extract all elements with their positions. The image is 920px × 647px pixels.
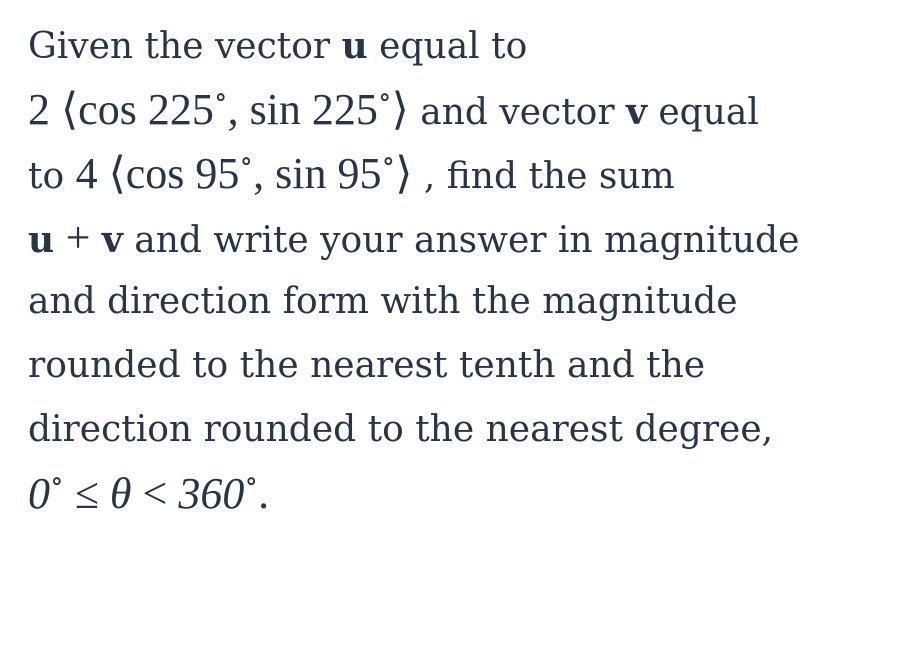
vector-u-expression (28, 82, 409, 134)
text-direction-form: and direction form with the magnitude (28, 281, 738, 322)
left-angle-bracket: ⟨ (108, 149, 126, 198)
vector-v-symbol: v (626, 91, 647, 133)
line-5 (28, 270, 908, 334)
v-angle-sin: 95 (337, 149, 382, 198)
sin-label: sin (249, 85, 301, 134)
lt-symbol: < (142, 469, 168, 518)
line-1 (28, 14, 908, 78)
vector-u-symbol: u (341, 25, 368, 67)
line-2 (28, 78, 908, 142)
line-6 (28, 334, 908, 398)
problem-text (28, 14, 908, 526)
comma: , (227, 85, 239, 134)
right-angle-bracket: ⟩ (395, 149, 413, 198)
text-equal-to: equal to (367, 26, 528, 67)
angle-range-expression (28, 466, 270, 518)
vector-u-symbol: u (28, 219, 55, 261)
line-7 (28, 398, 908, 462)
range-lower-bound: 0 (28, 469, 50, 518)
sin-label: sin (275, 149, 327, 198)
text-rounded-degree: direction rounded to the nearest degree, (28, 409, 774, 450)
degree-symbol: ∘ (50, 466, 64, 497)
period: . (258, 469, 270, 518)
text-write-answer: and write your answer in magnitude (122, 220, 800, 261)
degree-symbol: ∘ (213, 82, 228, 113)
comma: , (253, 149, 265, 198)
u-angle-cos: 225 (147, 85, 214, 134)
u-angle-sin: 225 (311, 85, 378, 134)
plus-sign: + (65, 213, 91, 262)
vector-v-expression (75, 146, 413, 198)
text-find-the-sum: , find the sum (412, 156, 675, 197)
range-upper-bound: 360 (178, 469, 245, 518)
degree-symbol: ∘ (377, 82, 392, 113)
text-rounded-tenth: rounded to the nearest tenth and the (28, 345, 706, 386)
v-angle-cos: 95 (195, 149, 240, 198)
line-8 (28, 462, 908, 526)
vector-v-symbol: v (101, 219, 123, 261)
right-angle-bracket: ⟩ (391, 85, 409, 134)
leq-symbol: ≤ (74, 469, 99, 518)
degree-symbol: ∘ (239, 146, 254, 177)
cos-label: cos (125, 149, 185, 198)
cos-label: cos (78, 85, 137, 134)
left-angle-bracket: ⟨ (61, 85, 79, 134)
text-equal: equal (646, 92, 759, 133)
text-and-vector: and vector (408, 92, 627, 133)
degree-symbol: ∘ (381, 146, 396, 177)
u-coefficient: 2 (28, 85, 50, 134)
v-coefficient: 4 (75, 149, 98, 198)
line-3 (28, 142, 908, 206)
text-given: Given the vector (28, 26, 342, 67)
text-to: to (28, 156, 76, 197)
degree-symbol: ∘ (244, 466, 259, 497)
line-4 (28, 206, 908, 270)
theta-symbol: θ (109, 469, 132, 518)
